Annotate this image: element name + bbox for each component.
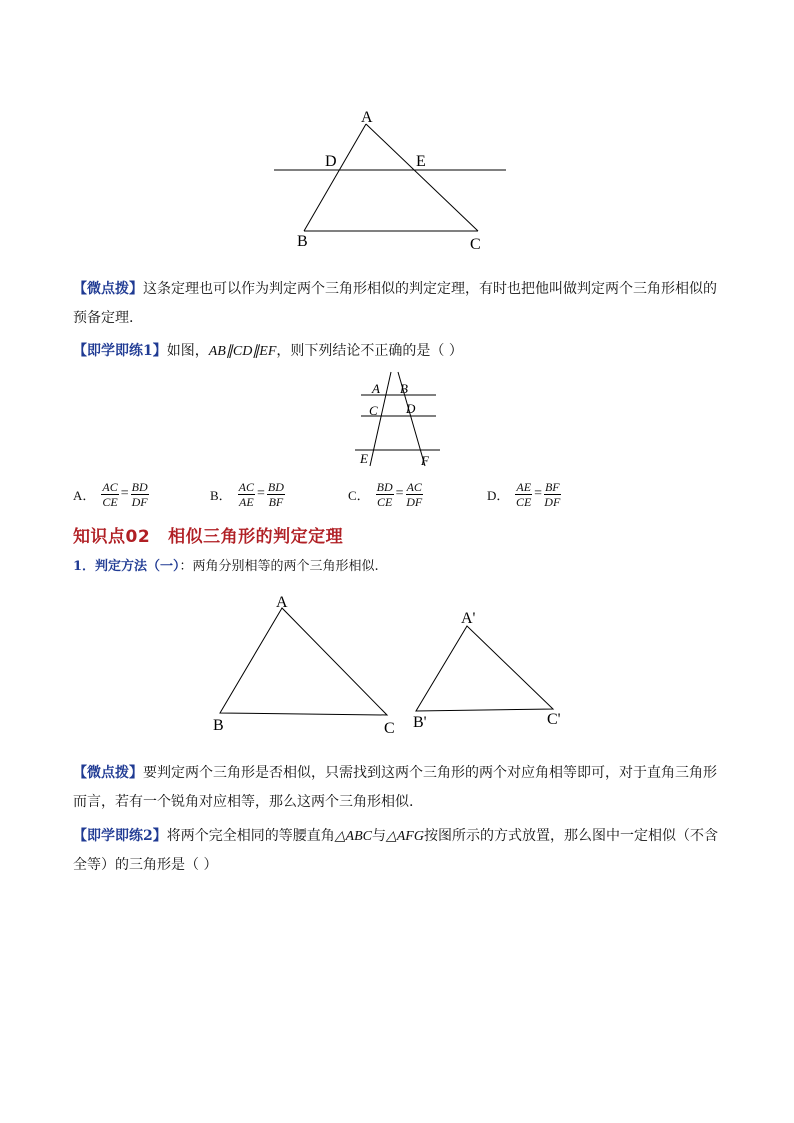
fraction-right: $\frac{BD}{BF}$ [267,479,284,509]
parallel-expression: AB∥CD∥EF [208,344,277,359]
label-a: A [361,109,373,126]
practice-prefix: 如图， [166,343,209,359]
fraction-left: $\frac{BD}{CE}$ [376,479,393,509]
equals-sign: = [534,486,542,501]
practice-2 [73,822,723,880]
option-letter: C． [348,487,370,503]
practice-line2: 全等）的三角形是（ ） [73,857,218,873]
label-a: A [276,594,288,611]
practice-tag: 【即学即练1】 [73,343,167,359]
tip-text-line1: 这条定理也可以作为判定两个三角形相似的判定定理，有时也把他叫做判定两个三角形相似的 [143,281,717,297]
label-d: D [406,401,416,416]
triangle-abc [220,608,387,715]
practice-mid: 与 [371,828,386,844]
label-b: B [400,381,408,396]
practice-text2: 按图所示的方式放置，那么图中一定相似（不含 [423,828,718,844]
label-c: C [369,403,378,418]
label-d: D [325,153,337,170]
equals-sign: = [257,486,265,501]
equals-sign: = [120,486,129,501]
label-a: A [372,381,380,396]
fraction-right: $\frac{AC}{DF}$ [406,479,423,509]
label-b: B [297,233,308,250]
fraction-right: $\frac{BD}{DF}$ [131,479,148,509]
label-b: B [213,717,224,734]
triangle-abc-name: △ABC [334,829,372,844]
equals-sign: = [395,486,404,501]
tip-text-line2: 而言，若有一个锐角对应相等，那么这两个三角形相似. [73,794,414,810]
section-number: 知识点02 [73,527,151,547]
fraction-left: $\frac{AC}{CE}$ [102,479,118,509]
label-a-prime: A' [461,610,476,627]
triangle-a-prime [416,626,553,711]
tip-paragraph-2 [73,759,723,817]
method-label: 1．判定方法（一） [73,559,180,574]
option-letter: A． [73,487,96,503]
tip-text-line1: 要判定两个三角形是否相似，只需找到这两个三角形的两个对应角相等即可，对于直角三角形 [143,765,717,781]
method-text: ：两角分别相等的两个三角形相似. [179,559,379,574]
option-letter: D． [487,487,510,503]
label-c: C [470,236,481,253]
section-title: 相似三角形的判定定理 [168,527,344,547]
practice-suffix: ，则下列结论不正确的是（ ） [276,343,463,359]
tip-tag: 【微点拨】 [73,765,143,781]
fraction-left: $\frac{AE}{CE}$ [516,479,532,509]
option-letter: B． [210,487,232,503]
label-c: C [384,720,395,737]
tip-tag: 【微点拨】 [73,281,143,297]
label-b-prime: B' [413,714,427,731]
tip-text-line2: 预备定理. [73,310,134,326]
fraction-right: $\frac{BF}{DF}$ [544,479,561,509]
label-e: E [360,451,368,466]
practice-text1: 将两个完全相同的等腰直角 [166,828,335,844]
fraction-left: $\frac{AC}{AE}$ [238,479,255,509]
practice-tag: 【即学即练2】 [73,828,167,844]
label-e: E [416,153,426,170]
label-c-prime: C' [547,711,561,728]
triangle-afg-name: △AFG [385,829,424,844]
label-f: F [421,453,429,468]
